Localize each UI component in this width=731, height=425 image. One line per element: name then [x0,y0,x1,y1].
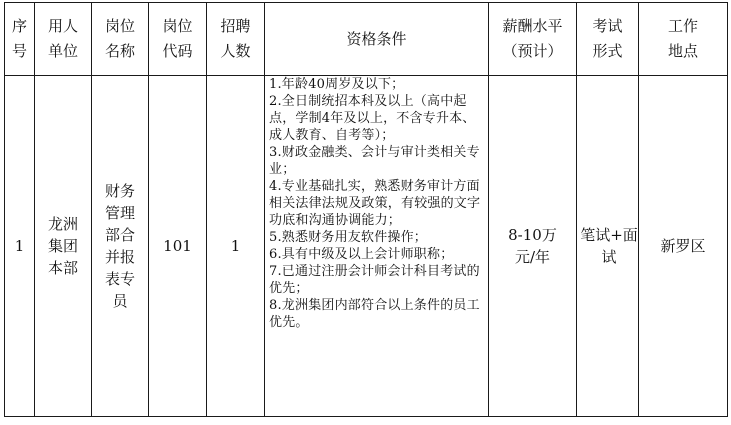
requirement-item: 4.专业基础扎实，熟悉财务审计方面相关法律法规及政策，有较强的文字功底和沟通协调能力； [269,179,481,228]
header-row [5,3,728,76]
requirements-list [265,76,488,331]
cell-seq: 1 [5,76,35,417]
header-seq: 序 号 [5,3,35,76]
table-row [5,76,728,417]
job-posting-table [4,2,728,417]
header-location: 工作 地点 [639,3,728,76]
cell-position-name: 财务管理部合并报表专员 [92,76,149,417]
cell-requirements [265,76,489,417]
requirement-item: 7.已通过注册会计师会计科目考试的优先； [269,264,480,296]
header-requirements: 资格条件 [265,3,489,76]
requirement-item: 8.龙洲集团内部符合以上条件的员工优先。 [269,298,480,330]
cell-exam: 笔试+面试 [577,76,639,417]
requirement-item: 6.具有中级及以上会计师职称； [269,247,454,262]
header-exam: 考试 形式 [577,3,639,76]
requirement-item: 1.年龄40周岁及以下； [269,77,405,92]
requirement-item: 3.财政金融类、会计与审计类相关专业； [269,145,480,177]
requirement-item: 5.熟悉财务用友软件操作； [269,230,428,245]
cell-position-code: 101 [149,76,207,417]
cell-salary: 8-10万元/年 [489,76,577,417]
header-unit: 用人 单位 [35,3,92,76]
cell-headcount: 1 [207,76,265,417]
requirement-item: 2.全日制统招本科及以上（高中起点，学制4年及以上，不含专升本、成人教育、自考等）； [269,94,476,143]
header-position-code: 岗位 代码 [149,3,207,76]
header-salary: 薪酬水平 （预计） [489,3,577,76]
header-position-name: 岗位 名称 [92,3,149,76]
cell-location: 新罗区 [639,76,728,417]
cell-unit: 龙洲集团本部 [35,76,92,417]
header-headcount: 招聘 人数 [207,3,265,76]
